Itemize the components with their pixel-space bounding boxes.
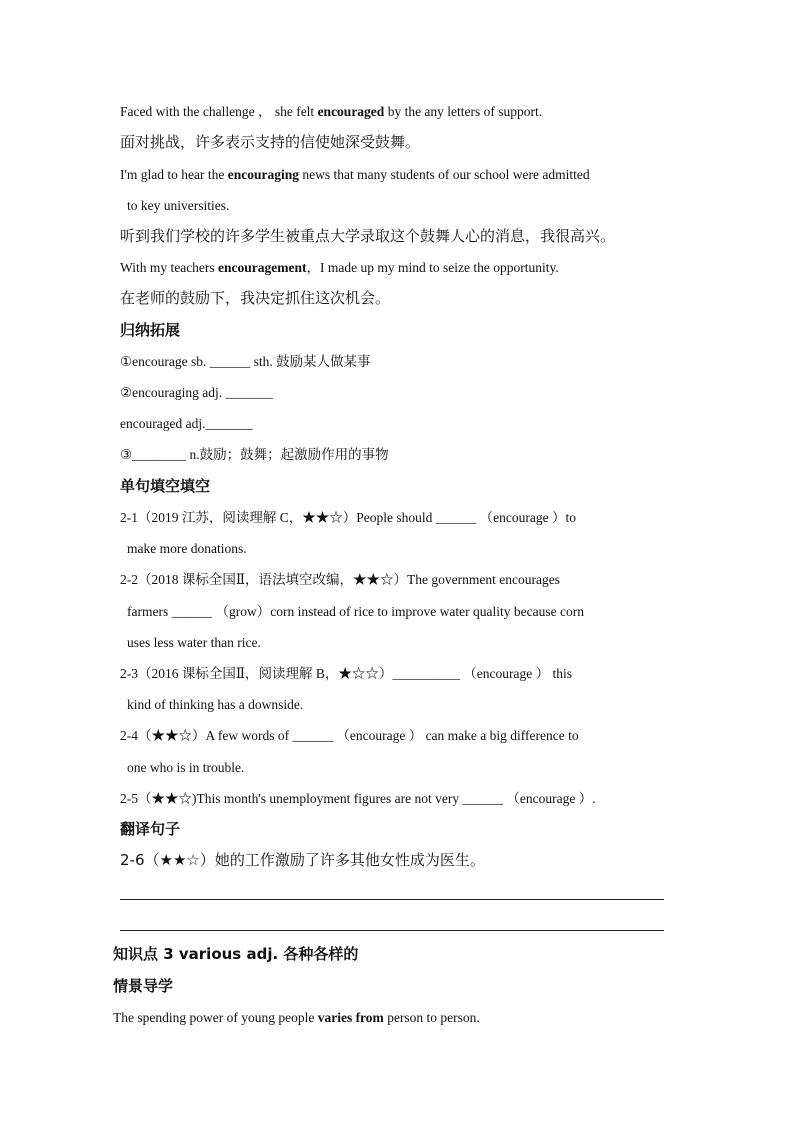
- example-sentence-1: Faced with the challenge ， she felt encouraged by the any letters of support.: [120, 104, 543, 119]
- example-translation-1: 面对挑战，许多表示支持的信使她深受鼓舞。: [120, 133, 421, 151]
- keyword-encouraged: encouraged: [317, 104, 385, 119]
- exercise-2-1: 2-1（2019 江苏，阅读理解 C，★★☆）People should ______ （encourage ）to: [120, 510, 576, 525]
- example-sentence-3: With my teachers encouragement，I made up my mind to seize the opportunity.: [120, 260, 559, 275]
- example-sentence-2: I'm glad to hear the encouraging news that many students of our school were admitted: [120, 167, 590, 182]
- summary-item-2b: encouraged adj._______: [120, 416, 253, 431]
- exercise-2-6: 2-6（★★☆）她的工作激励了许多其他女性成为医生。: [120, 851, 485, 869]
- example-sentence-2-cont: to key universities.: [127, 198, 230, 213]
- section-heading-fill-blank: 单句填空填空: [120, 477, 211, 495]
- section-heading-context: 情景导学: [113, 977, 174, 995]
- answer-line-1[interactable]: [120, 899, 664, 900]
- knowledge-point-3-heading: 知识点 3 various adj. 各种各样的: [113, 945, 359, 963]
- summary-item-1: ①encourage sb. ______ sth. 鼓励某人做某事: [120, 354, 371, 369]
- example-translation-2: 听到我们学校的许多学生被重点大学录取这个鼓舞人心的消息，我很高兴。: [120, 227, 616, 245]
- keyword-encouragement: encouragement: [218, 260, 307, 275]
- exercise-2-1-cont: make more donations.: [127, 541, 247, 556]
- summary-item-2: ②encouraging adj. _______: [120, 385, 273, 400]
- exercise-2-4-cont: one who is in trouble.: [127, 760, 245, 775]
- keyword-encouraging: encouraging: [227, 167, 300, 182]
- exercise-2-2-cont: farmers ______ （grow）corn instead of rice to improve water quality because corn: [127, 604, 584, 619]
- exercise-2-3: 2-3（2016 课标全国Ⅱ，阅读理解 B，★☆☆）__________ （encourage ） this: [120, 666, 573, 681]
- example-translation-3: 在老师的鼓励下，我决定抓住这次机会。: [120, 289, 391, 307]
- exercise-2-3-cont: kind of thinking has a downside.: [127, 697, 304, 712]
- answer-line-2[interactable]: [120, 930, 664, 931]
- exercise-2-4: 2-4（★★☆）A few words of ______ （encourage ） can make a big difference to: [120, 728, 579, 743]
- exercise-2-2-cont2: uses less water than rice.: [127, 635, 261, 650]
- example-sentence-varies: The spending power of young people varies from person to person.: [113, 1010, 480, 1025]
- keyword-varies-from: varies from: [317, 1010, 384, 1025]
- summary-item-3: ③________ n.鼓励；鼓舞；起激励作用的事物: [120, 447, 389, 462]
- exercise-2-5: 2-5（★★☆)This month's unemployment figures are not very ______ （encourage ）.: [120, 791, 596, 806]
- section-heading-translate: 翻译句子: [120, 820, 181, 838]
- section-heading-summary: 归纳拓展: [120, 321, 181, 339]
- exercise-2-2: 2-2（2018 课标全国Ⅱ，语法填空改编，★★☆）The government encourages: [120, 572, 560, 587]
